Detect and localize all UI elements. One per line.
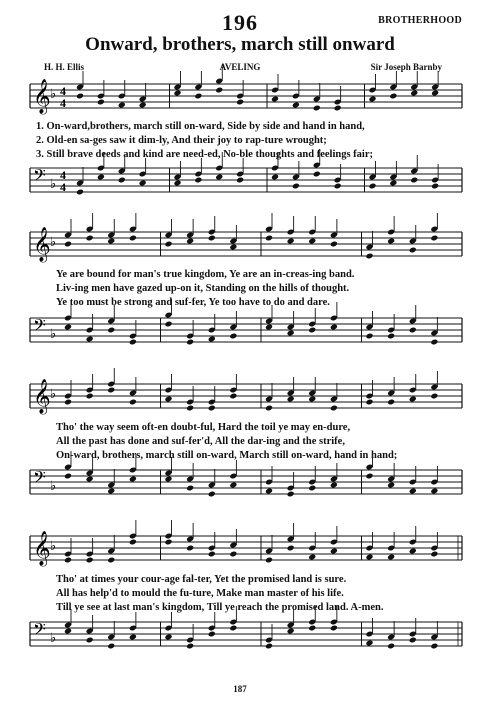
note-head xyxy=(76,93,84,100)
tune-name: AVELING xyxy=(219,62,261,72)
note-head xyxy=(86,336,94,343)
time-signature-top: 4 xyxy=(60,168,66,182)
note-head xyxy=(86,557,94,564)
note-head xyxy=(186,238,194,245)
note-head xyxy=(330,241,338,248)
treble-staff-system-1 xyxy=(0,78,480,122)
section-heading: BROTHERHOOD xyxy=(378,15,462,26)
note-head xyxy=(308,625,316,632)
note-head xyxy=(164,539,172,546)
note-head xyxy=(229,551,237,558)
note-head xyxy=(265,235,273,242)
note-head xyxy=(292,183,300,190)
note-head xyxy=(139,102,147,109)
note-head xyxy=(409,396,417,403)
note-head xyxy=(308,396,316,403)
note-head xyxy=(365,333,373,340)
note-head xyxy=(229,482,237,489)
note-head xyxy=(164,476,172,483)
note-head xyxy=(287,330,295,337)
note-head xyxy=(107,557,115,564)
note-head xyxy=(265,557,273,564)
note-head xyxy=(107,488,115,495)
note-head xyxy=(97,174,105,181)
treble-staff-system-4 xyxy=(0,530,480,574)
note-head xyxy=(368,183,376,190)
note-head xyxy=(129,235,137,242)
note-head xyxy=(334,105,342,112)
note-head xyxy=(365,253,373,260)
note-head xyxy=(409,488,417,495)
note-head xyxy=(308,327,316,334)
note-head xyxy=(330,548,338,555)
note-head xyxy=(271,174,279,181)
page-number: 187 xyxy=(233,684,247,694)
note-head xyxy=(64,399,72,406)
note-head xyxy=(387,482,395,489)
note-head xyxy=(265,488,273,495)
note-head xyxy=(265,324,273,331)
note-head xyxy=(389,180,397,187)
note-head xyxy=(409,637,417,644)
bass-staff-system-3 xyxy=(0,464,480,508)
flat-icon: ♭ xyxy=(50,327,57,342)
author-credit: H. H. Ellis xyxy=(44,62,85,72)
bass-staff-system-2 xyxy=(0,312,480,356)
note-head xyxy=(265,643,273,650)
lyric-line-4-2: All has help'd to mould the fu-ture, Make man master of his life. xyxy=(56,588,344,599)
note-head xyxy=(64,628,72,635)
note-head xyxy=(186,545,194,552)
lyric-line-1-1: 1. On-ward,brothers, march still on-ward, Side by side and hand in hand, xyxy=(36,121,365,132)
note-head xyxy=(86,235,94,242)
bass-clef-icon: 𝄢 xyxy=(33,619,46,643)
bass-staff-system-4 xyxy=(0,616,480,660)
lyric-line-2-3: Ye too must be strong and suf-fer, Ye too have to do and dare. xyxy=(56,297,330,308)
note-head xyxy=(313,105,321,112)
note-head xyxy=(287,238,295,245)
note-head xyxy=(208,405,216,412)
note-head xyxy=(410,90,418,97)
bass-clef-icon: 𝄢 xyxy=(33,467,46,491)
note-head xyxy=(194,93,202,100)
note-head xyxy=(430,551,438,558)
note-head xyxy=(208,491,216,498)
note-head xyxy=(97,99,105,106)
note-head xyxy=(76,189,84,196)
composer-credit: Sir Joseph Barnby xyxy=(370,62,442,72)
note-head xyxy=(236,99,244,106)
note-head xyxy=(430,488,438,495)
note-head xyxy=(287,545,295,552)
note-head xyxy=(194,177,202,184)
time-signature-bottom: 4 xyxy=(60,96,66,110)
note-head xyxy=(387,643,395,650)
note-head xyxy=(215,87,223,94)
hymn-number: 196 xyxy=(222,10,258,35)
note-head xyxy=(287,491,295,498)
note-head xyxy=(330,625,338,632)
note-head xyxy=(129,634,137,641)
treble-clef-icon: 𝄞 xyxy=(33,79,51,114)
note-head xyxy=(173,180,181,187)
note-head xyxy=(330,482,338,489)
note-head xyxy=(107,643,115,650)
note-head xyxy=(164,241,172,248)
note-head xyxy=(308,554,316,561)
note-head xyxy=(308,485,316,492)
note-head xyxy=(107,238,115,245)
note-head xyxy=(430,235,438,242)
note-head xyxy=(431,90,439,97)
note-head xyxy=(86,476,94,483)
note-head xyxy=(64,241,72,248)
note-head xyxy=(430,643,438,650)
lyric-line-2-1: Ye are bound for man's true kingdom, Ye are an in-creas-ing band. xyxy=(56,269,355,280)
note-head xyxy=(365,640,373,647)
treble-staff-system-3 xyxy=(0,378,480,422)
note-head xyxy=(365,399,373,406)
note-head xyxy=(64,473,72,480)
bass-clef-icon: 𝄢 xyxy=(33,315,46,339)
note-head xyxy=(229,244,237,251)
note-head xyxy=(308,238,316,245)
bass-clef-icon: 𝄢 xyxy=(33,165,46,189)
flat-icon: ♭ xyxy=(50,235,57,250)
note-head xyxy=(186,339,194,346)
note-head xyxy=(430,339,438,346)
note-head xyxy=(229,625,237,632)
note-head xyxy=(186,405,194,412)
lyric-line-3-2: All the past has done and suf-fer'd, All the dar-ing and the strife, xyxy=(56,436,345,447)
hymn-title: Onward, brothers, march still onward xyxy=(85,34,395,55)
flat-icon: ♭ xyxy=(50,177,57,192)
note-head xyxy=(236,177,244,184)
note-head xyxy=(118,102,126,109)
note-head xyxy=(118,177,126,184)
lyric-line-4-1: Tho' at times your cour-age fal-ter, Yet the promised land is sure. xyxy=(56,574,347,585)
note-head xyxy=(387,238,395,245)
note-head xyxy=(368,96,376,103)
note-head xyxy=(173,90,181,97)
note-head xyxy=(129,399,137,406)
note-head xyxy=(164,321,172,328)
bass-staff-system-1 xyxy=(0,162,480,206)
note-head xyxy=(409,247,417,254)
note-head xyxy=(387,333,395,340)
note-head xyxy=(409,327,417,334)
note-head xyxy=(389,93,397,100)
lyric-line-3-3: On-ward, brothers, march still on-ward, March still on-ward, hand in hand; xyxy=(56,450,398,461)
note-head xyxy=(86,393,94,400)
lyric-line-2-2: Liv-ing men have gazed up-on it, Standing on the hills of thought. xyxy=(56,283,350,294)
note-head xyxy=(129,539,137,546)
treble-clef-icon: 𝄞 xyxy=(33,227,51,262)
note-head xyxy=(334,183,342,190)
time-signature-top: 4 xyxy=(60,84,66,98)
note-head xyxy=(292,102,300,109)
note-head xyxy=(330,324,338,331)
note-head xyxy=(86,637,94,644)
note-head xyxy=(208,631,216,638)
note-head xyxy=(208,551,216,558)
note-head xyxy=(208,336,216,343)
note-head xyxy=(164,396,172,403)
lyric-line-3-1: Tho' the way seem oft-en doubt-ful, Hard the toil ye may en-dure, xyxy=(56,422,351,433)
treble-clef-icon: 𝄞 xyxy=(33,531,51,566)
treble-clef-icon: 𝄞 xyxy=(33,379,51,414)
note-head xyxy=(64,557,72,564)
lyric-line-1-2: 2. Old-en sa-ges saw it dim-ly, And their joy to rap-ture wrought; xyxy=(36,135,327,146)
note-head xyxy=(387,399,395,406)
note-head xyxy=(215,174,223,181)
flat-icon: ♭ xyxy=(50,387,57,402)
note-head xyxy=(365,473,373,480)
note-head xyxy=(186,643,194,650)
lyric-line-4-3: Till ye see at last man's kingdom, Till ye reach the promised land. A-men. xyxy=(56,602,384,613)
note-head xyxy=(208,235,216,242)
note-head xyxy=(229,333,237,340)
note-head xyxy=(229,393,237,400)
note-head xyxy=(313,171,321,178)
flat-icon: ♭ xyxy=(50,87,57,102)
note-head xyxy=(387,554,395,561)
flat-icon: ♭ xyxy=(50,631,57,646)
flat-icon: ♭ xyxy=(50,479,57,494)
note-head xyxy=(271,96,279,103)
time-signature-bottom: 4 xyxy=(60,180,66,194)
note-head xyxy=(430,393,438,400)
note-head xyxy=(129,339,137,346)
note-head xyxy=(330,405,338,412)
note-head xyxy=(107,387,115,394)
note-head xyxy=(287,628,295,635)
note-head xyxy=(431,183,439,190)
note-head xyxy=(409,548,417,555)
note-head xyxy=(64,324,72,331)
note-head xyxy=(129,476,137,483)
note-head xyxy=(107,327,115,334)
note-head xyxy=(287,396,295,403)
note-head xyxy=(265,405,273,412)
note-head xyxy=(365,554,373,561)
lyric-line-1-3: 3. Still brave deeds and kind are need-ed, No-ble thoughts and feelings fair; xyxy=(36,149,373,160)
note-head xyxy=(410,177,418,184)
note-head xyxy=(186,485,194,492)
flat-icon: ♭ xyxy=(50,539,57,554)
note-head xyxy=(139,180,147,187)
treble-staff-system-2 xyxy=(0,226,480,270)
note-head xyxy=(164,634,172,641)
